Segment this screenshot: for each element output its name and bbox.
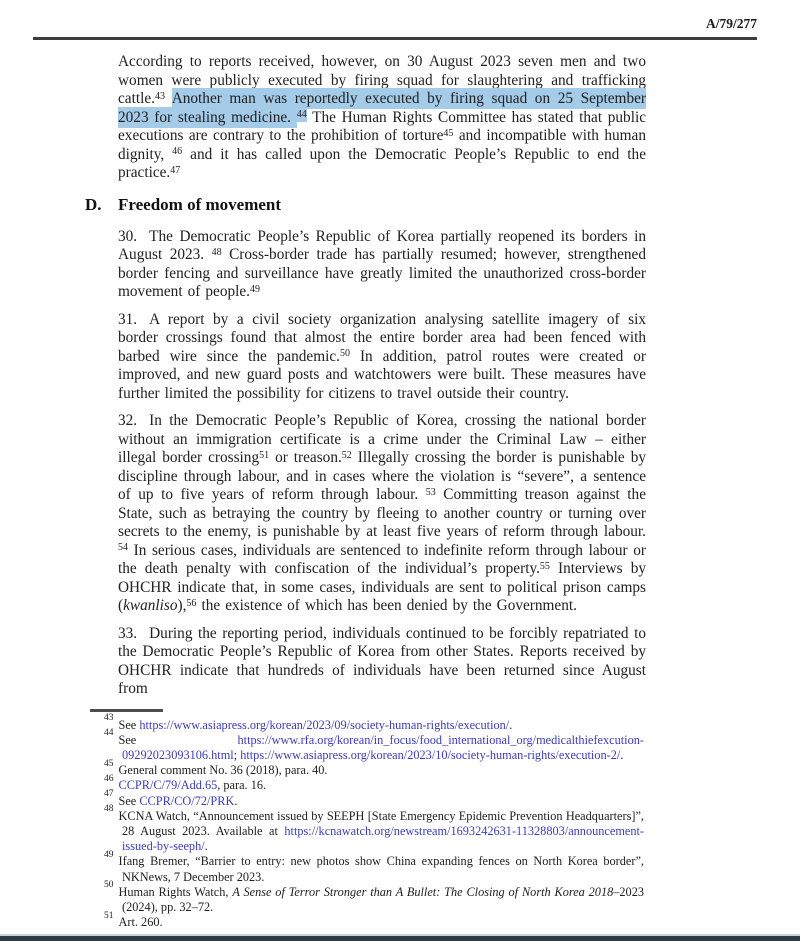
text-run: According to reports received, however, on 30 August 2023 seven men and two women were publicly executed by firing squad for slaughtering and trafficking cattle. <box>118 53 646 107</box>
text-run: Ifang Bremer, “Barrier to entry: new photos show China expanding fences on North Korea border”, NKNews, 7 December 2023. <box>118 854 644 884</box>
body-paragraph <box>118 625 646 699</box>
paragraph-number: 33. <box>118 624 138 642</box>
text-run: Art. 260. <box>118 915 163 930</box>
footnote-ref: 55 <box>539 560 550 572</box>
italic-text: A Sense of Terror Stronger than A Bullet: The Closing of North Korea 2018 <box>232 884 614 899</box>
footnote-number: 45 <box>104 758 114 769</box>
footnote <box>104 728 644 763</box>
paragraph-number: 30. <box>118 227 138 245</box>
hyperlink[interactable]: https://www.asiapress.org/korean/2023/09/society-human-rights/execution/ <box>139 717 510 732</box>
footnote-number: 51 <box>104 910 114 921</box>
text-run: General comment No. 36 (2018), para. 40. <box>118 763 328 778</box>
footnote <box>104 880 644 915</box>
window-bottom-bar <box>0 934 800 941</box>
footnote <box>104 789 644 809</box>
footnotes-section <box>104 713 644 931</box>
footnote-ref: 50 <box>340 348 350 359</box>
document-body <box>0 53 800 699</box>
text-run: See <box>118 732 238 747</box>
footnote <box>104 758 644 778</box>
footnote <box>104 849 644 884</box>
text-run: See <box>118 717 140 732</box>
text-run: The Human Rights Committee has stated that public executions are contrary to the prohibition of torture <box>118 108 646 144</box>
footnote-ref: 44 <box>296 109 307 120</box>
text-run: The Democratic People’s Republic of Korea partially reopened its borders in August 2023. <box>118 227 646 263</box>
footnote-number: 49 <box>104 849 114 860</box>
text-run: ; <box>233 747 241 762</box>
text-run: and it has called upon the Democratic People’s Republic to end the practice. <box>118 145 646 181</box>
highlighted-text: Another man was reportedly executed by firing squad on 25 September 2023 for stealing medicine. <box>118 90 646 126</box>
text-run: . <box>509 717 513 732</box>
hyperlink[interactable]: CCPR/C/79/Add.65 <box>118 778 218 793</box>
footnote-ref: 48 <box>211 246 222 258</box>
text-run: See <box>118 793 140 808</box>
footnote-number: 44 <box>104 728 114 739</box>
hyperlink[interactable]: CCPR/CO/72/PRK <box>139 793 235 808</box>
footnote-number: 46 <box>104 773 114 784</box>
text-run: –2023 (2024), pp. 32–72. <box>122 884 644 914</box>
footnote-number: 50 <box>104 880 114 891</box>
hyperlink[interactable]: https://kcnawatch.org/newstream/1693242631-11328803/announcement-issued-by-seeph/ <box>122 823 644 854</box>
footnote <box>104 910 644 930</box>
text-run: In addition, patrol routes were created or improved, and new guard posts and watchtowers were built. These measures have further limited the possibility for citizens to travel outside their country. <box>118 347 646 402</box>
footnote-number: 48 <box>104 804 114 815</box>
document-symbol: A/79/277 <box>705 16 757 31</box>
footnote-ref: 47 <box>170 164 181 176</box>
text-run: ), <box>177 597 187 614</box>
section-heading <box>85 195 800 215</box>
hyperlink[interactable]: https://www.asiapress.org/korean/2023/10/society-human-rights/execution-2/ <box>240 747 621 762</box>
text-run: Illegally crossing the border is punishable by discipline through labour, and in cases where the violation is “severe”, a sentence of up to five years of reform through labour. <box>118 449 646 503</box>
footnote-number: 47 <box>104 789 114 800</box>
header-rule <box>33 37 757 40</box>
footnote <box>104 773 644 793</box>
text-run: During the reporting period, individuals continued to be forcibly repatriated to the Democratic People’s Republic of Korea from other States. Reports received by OHCHR indicate that hundreds of individuals have been returned since August from <box>118 624 646 697</box>
paragraph-number: 31. <box>118 310 138 328</box>
text-run: Committing treason against the State, such as betraying the country by fleeing to another country or turning over secrets to the enemy, is punishable by at least five years of reform through labour. <box>118 486 646 540</box>
footnote-ref: 52 <box>341 449 352 461</box>
body-paragraph <box>118 228 646 302</box>
footnote-ref: 49 <box>250 283 261 295</box>
footnote-ref: 53 <box>425 486 436 498</box>
hyperlink[interactable]: https://www.rfa.org/korean/in_focus/food_international_org/medicalthiefexcution-09292023093106.html <box>122 732 644 762</box>
paragraph-number: 32. <box>118 412 138 429</box>
footnote-ref: 51 <box>259 449 270 461</box>
footnote-number: 43 <box>104 713 114 724</box>
text-run <box>165 90 172 107</box>
text-run: or treason. <box>269 449 342 466</box>
text-run: KCNA Watch, “Announcement issued by SEEPH [State Emergency Epidemic Prevention Headquarters]”, 28 August 2023. Available at <box>118 808 644 838</box>
footnote-ref: 46 <box>172 146 183 157</box>
text-run: and incompatible with human dignity, <box>118 127 646 163</box>
text-run: Interviews by OHCHR indicate that, in some cases, individuals are sent to political prison camps ( <box>118 560 646 614</box>
text-run: In serious cases, individuals are sentenced to indefinite reform through labour or the death penalty with confiscation of the individual’s property. <box>118 541 646 577</box>
text-run: Human Rights Watch, <box>118 884 233 899</box>
text-run: . <box>204 839 208 854</box>
footnote-ref: 43 <box>154 90 165 102</box>
text-run: Cross-border trade has partially resumed; however, strengthened border fencing and surveillance have greatly limited the unauthorized cross-border movement of people. <box>118 246 646 300</box>
text-run: . <box>234 793 238 808</box>
italic-text: kwanliso <box>123 597 178 614</box>
footnote-ref: 56 <box>186 597 197 609</box>
body-paragraph <box>118 311 646 404</box>
footnote <box>104 804 644 855</box>
text-run: . <box>620 747 624 762</box>
text-run: In the Democratic People’s Republic of Korea, crossing the national border without an immigration certificate is a crime under the Criminal Law – either illegal border crossing <box>118 412 646 466</box>
section-letter: D. <box>85 194 102 214</box>
body-paragraph <box>118 412 646 616</box>
footnote-ref: 54 <box>118 542 128 553</box>
text-run: A report by a civil society organization analysing satellite imagery of six border crossings found that almost the entire border area had been fenced with barbed wire since the pandemic. <box>118 310 646 365</box>
footnote-ref: 45 <box>443 127 454 139</box>
footnote <box>104 713 644 733</box>
body-paragraph <box>118 53 646 183</box>
section-title: Freedom of movement <box>118 194 282 214</box>
footnote-separator <box>90 709 163 712</box>
text-run: , para. 16. <box>217 778 267 793</box>
text-run: the existence of which has been denied by the Government. <box>196 597 577 614</box>
